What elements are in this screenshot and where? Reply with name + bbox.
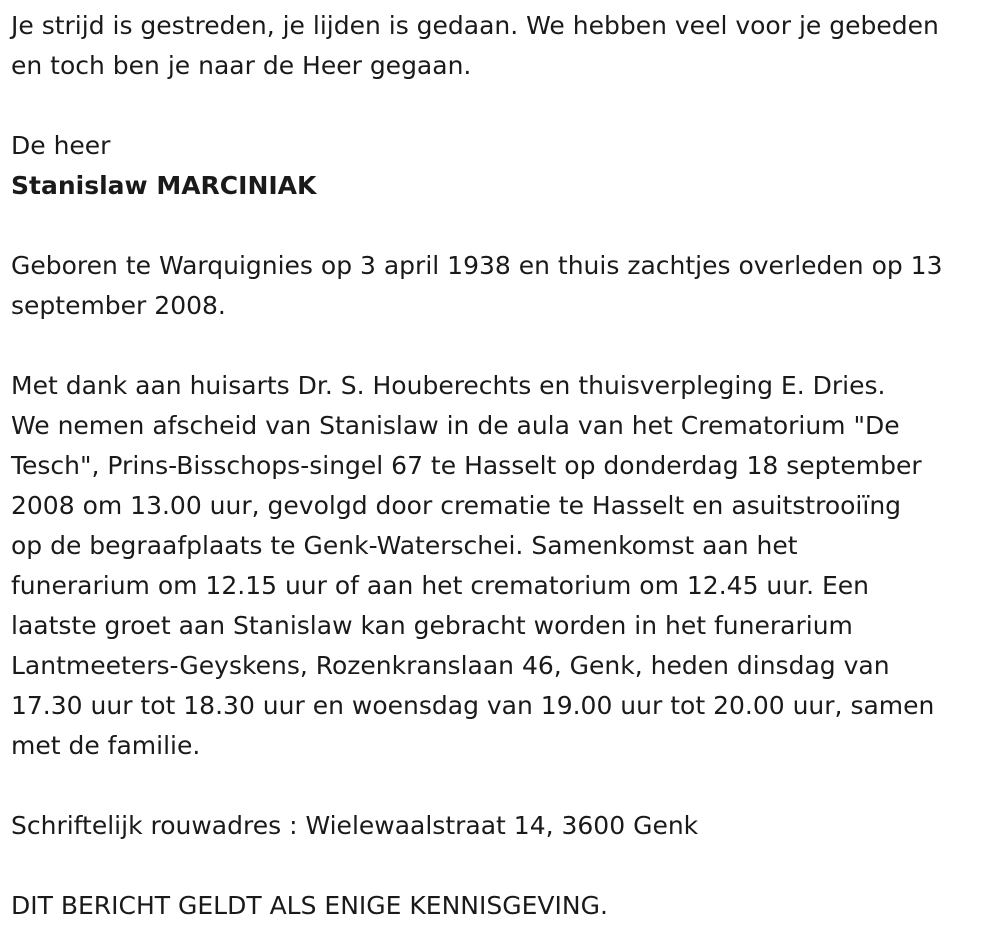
intro-line: en toch ben je naar de Heer gegaan. bbox=[11, 51, 472, 80]
intro-line: Je strijd is gestreden, je lijden is gedaan. We hebben veel voor je gebeden bbox=[11, 11, 939, 40]
ceremony-line: We nemen afscheid van Stanislaw in de aula van het Crematorium "De bbox=[11, 411, 900, 440]
spacer bbox=[11, 846, 990, 886]
birth-death-paragraph bbox=[11, 246, 990, 326]
ceremony-line: Met dank aan huisarts Dr. S. Houberechts en thuisverpleging E. Dries. bbox=[11, 371, 886, 400]
closing-statement: DIT BERICHT GELDT ALS ENIGE KENNISGEVING. bbox=[11, 891, 608, 920]
ceremony-paragraph bbox=[11, 366, 990, 766]
intro-verse bbox=[11, 6, 990, 86]
ceremony-line: 2008 om 13.00 uur, gevolgd door crematie te Hasselt en asuitstrooiïng bbox=[11, 491, 902, 520]
salutation: De heer bbox=[11, 131, 111, 160]
ceremony-line: Tesch", Prins-Bisschops-singel 67 te Hasselt op donderdag 18 september bbox=[11, 451, 922, 480]
ceremony-line: funerarium om 12.15 uur of aan het crematorium om 12.45 uur. Een bbox=[11, 571, 870, 600]
deceased-name: Stanislaw MARCINIAK bbox=[11, 171, 317, 200]
spacer bbox=[11, 326, 990, 366]
birth-death-line: Geboren te Warquignies op 3 april 1938 en thuis zachtjes overleden op 13 bbox=[11, 251, 943, 280]
ceremony-line: Lantmeeters-Geyskens, Rozenkranslaan 46, Genk, heden dinsdag van bbox=[11, 651, 890, 680]
ceremony-line: laatste groet aan Stanislaw kan gebracht worden in het funerarium bbox=[11, 611, 853, 640]
ceremony-line: met de familie. bbox=[11, 731, 201, 760]
spacer bbox=[11, 86, 990, 126]
spacer bbox=[11, 766, 990, 806]
spacer bbox=[11, 206, 990, 246]
ceremony-line: op de begraafplaats te Genk-Waterschei. Samenkomst aan het bbox=[11, 531, 798, 560]
ceremony-line: 17.30 uur tot 18.30 uur en woensdag van 19.00 uur tot 20.00 uur, samen bbox=[11, 691, 935, 720]
birth-death-line: september 2008. bbox=[11, 291, 226, 320]
mourning-address: Schriftelijk rouwadres : Wielewaalstraat 14, 3600 Genk bbox=[11, 811, 699, 840]
